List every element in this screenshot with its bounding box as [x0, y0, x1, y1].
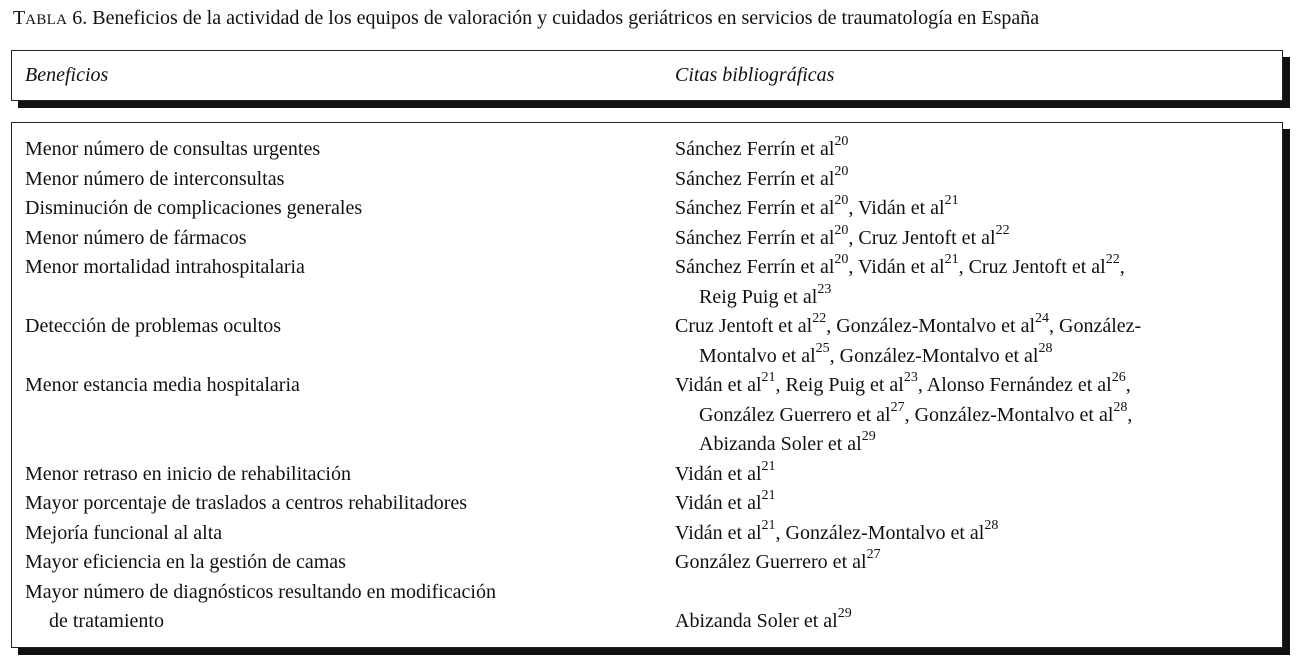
- citation-line: [675, 430, 1275, 460]
- table-body: [11, 122, 1283, 648]
- caption-label-initial: T: [13, 7, 26, 29]
- reference-number: 29: [861, 429, 876, 445]
- benefit-text: Mayor eficiencia en la gestión de camas: [25, 551, 346, 573]
- reference-number: 21: [761, 517, 776, 533]
- benefit-text: Mejoría funcional al alta: [25, 521, 223, 544]
- citation-cell: [675, 519, 1275, 549]
- reference-number: 22: [995, 222, 1010, 238]
- citation-author: González Guerrero et al: [699, 403, 891, 426]
- header-citations: Citas bibliográficas: [675, 64, 835, 86]
- citation-author: Montalvo et al: [699, 344, 816, 367]
- benefit-cell: [25, 135, 645, 165]
- benefit-cell: [25, 165, 645, 195]
- citation-cell: [675, 224, 1275, 254]
- benefit-text: Menor retraso en inicio de rehabilitación: [25, 462, 351, 485]
- citation-author: , González-Montalvo et al: [904, 403, 1114, 426]
- citation-author: , Alonso Fernández et al: [917, 374, 1112, 396]
- citation-cell: [675, 371, 1275, 460]
- benefit-cell: [25, 253, 645, 283]
- citation-cell: [675, 194, 1275, 224]
- benefit-text: Mayor número de diagnósticos resultando en modificación: [25, 580, 496, 603]
- table-header: [11, 50, 1283, 101]
- benefit-cell: [25, 371, 645, 401]
- benefit-text: Mayor porcentaje de traslados a centros rehabilitadores: [25, 492, 468, 514]
- table-caption: [13, 5, 1039, 33]
- citation-author: Sánchez Ferrín et al: [675, 256, 835, 278]
- benefit-text: Menor mortalidad intrahospitalaria: [25, 256, 305, 278]
- header-benefits: Beneficios: [25, 64, 109, 86]
- reference-number: 28: [1038, 340, 1053, 356]
- reference-number: 21: [761, 370, 776, 386]
- citation-author: González Guerrero et al: [675, 551, 867, 573]
- citation-cell: [675, 548, 1275, 578]
- citation-author: Abizanda Soler et al: [675, 610, 838, 632]
- reference-number: 29: [837, 606, 852, 622]
- citation-line: [675, 371, 1275, 401]
- reference-number: 25: [815, 340, 830, 356]
- citation-author: ,: [1125, 374, 1131, 396]
- table-row: [12, 135, 1282, 165]
- citation-author: Abizanda Soler et al: [699, 433, 862, 455]
- citation-author: Sánchez Ferrín et al: [675, 167, 835, 190]
- citation-author: Cruz Jentoft et al: [675, 315, 813, 337]
- caption-label-rest: ABLA: [25, 12, 68, 28]
- citation-cell: [675, 135, 1275, 165]
- citation-cell: [675, 489, 1275, 519]
- citation-author: Vidán et al: [675, 374, 762, 396]
- citation-line: [675, 342, 1275, 372]
- citation-line: [675, 165, 1275, 195]
- citation-line: [675, 607, 1275, 637]
- reference-number: 20: [834, 134, 849, 150]
- table-row: [12, 165, 1282, 195]
- citation-author: , González-Montalvo et al: [829, 344, 1039, 367]
- citation-author: , González-Montalvo et al: [826, 315, 1035, 337]
- reference-number: 21: [944, 193, 959, 209]
- citation-author: ,: [1127, 403, 1133, 426]
- benefit-cell: [25, 224, 645, 254]
- citation-line: [675, 135, 1275, 165]
- benefit-cell: [25, 460, 645, 490]
- citation-author: , Cruz Jentoft et al: [848, 226, 996, 249]
- benefit-text: Menor estancia media hospitalaria: [25, 374, 300, 396]
- benefit-text: Menor número de interconsultas: [25, 167, 285, 190]
- benefit-cell: [25, 548, 645, 578]
- table-row: [12, 194, 1282, 224]
- citation-line: [675, 519, 1275, 549]
- citation-line: [675, 548, 1275, 578]
- reference-number: 20: [834, 252, 849, 268]
- citation-author: Vidán et al: [675, 492, 762, 514]
- benefit-cell: [25, 578, 645, 637]
- benefit-text: Disminución de complicaciones generales: [25, 197, 363, 219]
- benefit-cell: [25, 489, 645, 519]
- citation-cell: [675, 460, 1275, 490]
- benefit-cell: [25, 194, 645, 224]
- reference-number: 20: [834, 163, 849, 179]
- table-row: [12, 224, 1282, 254]
- citation-line: [675, 401, 1275, 431]
- citation-line: [675, 578, 1275, 608]
- reference-number: 20: [834, 193, 849, 209]
- citation-author: Vidán et al: [675, 462, 762, 485]
- reference-number: 21: [761, 458, 776, 474]
- citation-author: Vidán et al: [675, 521, 762, 544]
- benefit-text: Detección de problemas ocultos: [25, 315, 282, 337]
- reference-number: 20: [834, 222, 849, 238]
- reference-number: 27: [890, 399, 905, 415]
- citation-author: Sánchez Ferrín et al: [675, 226, 835, 249]
- benefit-text: de tratamiento: [49, 610, 164, 632]
- citation-line: [675, 460, 1275, 490]
- reference-number: 21: [944, 252, 959, 268]
- caption-text: Beneficios de la actividad de los equipos de valoración y cuidados geriátricos en servicios de traumatología en España: [92, 7, 1040, 29]
- citation-author: , Vidán et al: [848, 256, 945, 278]
- citation-author: Sánchez Ferrín et al: [675, 138, 835, 160]
- citation-author: , González-Montalvo et al: [775, 521, 985, 544]
- caption-number: 6.: [72, 7, 88, 29]
- citation-cell: [675, 165, 1275, 195]
- citation-author: ,: [1119, 256, 1125, 278]
- benefit-cell: [25, 312, 645, 342]
- reference-number: 21: [761, 488, 776, 504]
- citation-line: [675, 312, 1275, 342]
- reference-number: 28: [984, 517, 999, 533]
- table-row: [12, 548, 1282, 578]
- table-row: [12, 312, 1282, 371]
- reference-number: 22: [1105, 252, 1120, 268]
- table-row: [12, 489, 1282, 519]
- citation-author: , Vidán et al: [848, 197, 945, 219]
- citation-author: Sánchez Ferrín et al: [675, 197, 835, 219]
- citation-author: , González-: [1049, 315, 1142, 337]
- table-row: [12, 578, 1282, 637]
- citation-author: Reig Puig et al: [699, 285, 818, 308]
- reference-number: 28: [1113, 399, 1128, 415]
- citation-author: , Reig Puig et al: [775, 374, 904, 396]
- citation-cell: [675, 312, 1275, 371]
- reference-number: 23: [817, 281, 832, 297]
- citation-author: , Cruz Jentoft et al: [958, 256, 1106, 278]
- reference-number: 23: [903, 370, 918, 386]
- table-row: [12, 253, 1282, 312]
- citation-line: [675, 194, 1275, 224]
- citation-cell: [675, 578, 1275, 637]
- citation-cell: [675, 253, 1275, 312]
- table-row: [12, 519, 1282, 549]
- reference-number: 27: [866, 547, 881, 563]
- reference-number: 26: [1111, 370, 1126, 386]
- citation-line: [675, 253, 1275, 283]
- citation-line: [675, 489, 1275, 519]
- benefit-text: Menor número de consultas urgentes: [25, 138, 321, 160]
- benefit-text: Menor número de fármacos: [25, 226, 247, 249]
- reference-number: 24: [1035, 311, 1049, 327]
- table-row: [12, 460, 1282, 490]
- citation-line: [675, 224, 1275, 254]
- citation-line: [675, 283, 1275, 313]
- benefit-cell: [25, 519, 645, 549]
- reference-number: 22: [812, 311, 827, 327]
- table-row: [12, 371, 1282, 460]
- table-rows: [12, 135, 1282, 637]
